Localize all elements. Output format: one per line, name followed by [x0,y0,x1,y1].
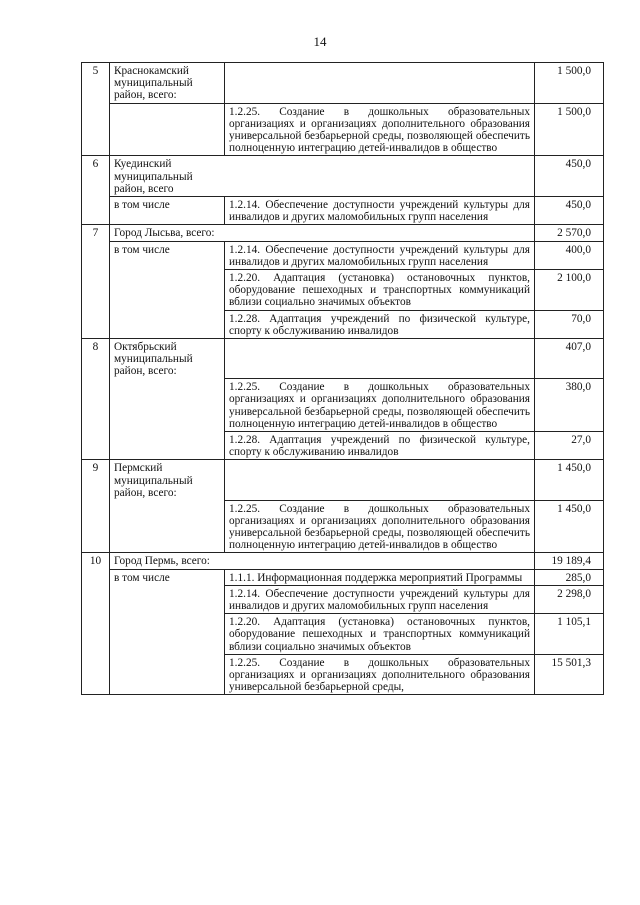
table-row [82,500,604,553]
amount-cell: 19 189,4 [535,553,604,569]
row-number: 10 [82,553,110,695]
table-row [82,63,604,104]
table-row [82,339,604,379]
municipality-name: в том числе [110,569,225,695]
amount-cell: 2 570,0 [535,225,604,241]
page-number: 14 [313,34,327,49]
municipality-name: Октябрьский муниципальный район, всего: [110,339,225,379]
municipality-name: Куединский муниципальный район, всего [110,156,225,197]
activity-cell [225,339,535,379]
amount-cell: 2 298,0 [535,585,604,613]
municipality-name [110,500,225,553]
row-number: 6 [82,156,110,225]
activity-cell: 1.2.14. Обеспечение доступности учреждений культуры для инвалидов и других маломобильных групп населения [225,197,535,225]
amount-cell: 1 500,0 [535,63,604,104]
activity-cell: 1.2.25. Создание в дошкольных образовательных организациях и организациях дополнительного образования универсальной безбарьерной среды, позволяющей обеспечить полноценную интеграцию детей-инвалидов в общество [225,379,535,432]
row-number: 7 [82,225,110,339]
amount-cell: 70,0 [535,310,604,338]
table-row [82,156,604,197]
table-row [82,197,604,225]
table-row [82,460,604,500]
municipality-name [110,379,225,460]
row-number: 9 [82,460,110,553]
activity-cell [225,225,535,241]
amount-cell: 380,0 [535,379,604,432]
activity-cell [225,460,535,500]
amount-cell: 1 105,1 [535,614,604,655]
municipality-name: Город Пермь, всего: [110,553,225,569]
activity-cell: 1.1.1. Информационная поддержка мероприятий Программы [225,569,535,585]
activity-cell: 1.2.28. Адаптация учреждений по физической культуре, спорту к обслуживанию инвалидов [225,310,535,338]
amount-cell: 15 501,3 [535,654,604,695]
municipality-name: в том числе [110,197,225,225]
row-number: 8 [82,339,110,460]
table-row [82,569,604,585]
activity-cell [225,156,535,197]
amount-cell: 450,0 [535,156,604,197]
activity-cell: 1.2.25. Создание в дошкольных образовательных организациях и организациях дополнительного образования универсальной безбарьерной среды, [225,654,535,695]
table-row [82,379,604,432]
funding-table [81,62,604,695]
activity-cell: 1.2.20. Адаптация (установка) остановочных пунктов, оборудование пешеходных и транспортных коммуникаций вблизи социально значимых объектов [225,270,535,311]
activity-cell [225,553,535,569]
amount-cell: 407,0 [535,339,604,379]
amount-cell: 1 450,0 [535,500,604,553]
municipality-name: в том числе [110,241,225,338]
amount-cell: 27,0 [535,431,604,459]
activity-cell [225,63,535,104]
amount-cell: 2 100,0 [535,270,604,311]
row-number: 5 [82,63,110,156]
table-row [82,225,604,241]
amount-cell: 450,0 [535,197,604,225]
municipality-name: Город Лысьва, всего: [110,225,225,241]
activity-cell: 1.2.20. Адаптация (установка) остановочных пунктов, оборудование пешеходных и транспортных коммуникаций вблизи социально значимых объектов [225,614,535,655]
municipality-name: Пермский муниципальный район, всего: [110,460,225,500]
municipality-name [110,103,225,156]
activity-cell: 1.2.28. Адаптация учреждений по физической культуре, спорту к обслуживанию инвалидов [225,431,535,459]
amount-cell: 285,0 [535,569,604,585]
amount-cell: 400,0 [535,241,604,269]
activity-cell: 1.2.14. Обеспечение доступности учреждений культуры для инвалидов и других маломобильных групп населения [225,585,535,613]
municipality-name: Краснокамский муниципальный район, всего: [110,63,225,104]
amount-cell: 1 500,0 [535,103,604,156]
table-row [82,553,604,569]
activity-cell: 1.2.25. Создание в дошкольных образовательных организациях и организациях дополнительного образования универсальной безбарьерной среды, позволяющей обеспечить полноценную интеграцию детей-инвалидов в общество [225,500,535,553]
table-row [82,103,604,156]
table-row [82,241,604,269]
activity-cell: 1.2.14. Обеспечение доступности учреждений культуры для инвалидов и других маломобильных групп населения [225,241,535,269]
activity-cell: 1.2.25. Создание в дошкольных образовательных организациях и организациях дополнительного образования универсальной безбарьерной среды, позволяющей обеспечить полноценную интеграцию детей-инвалидов в общество [225,103,535,156]
amount-cell: 1 450,0 [535,460,604,500]
